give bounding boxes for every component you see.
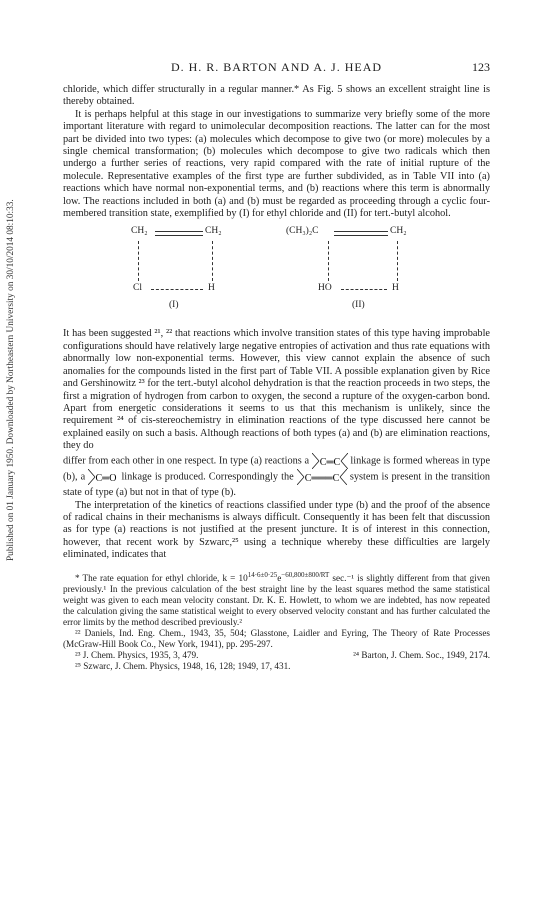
p3b-text-1: differ from each other in one respect. In type (a) reactions a bbox=[63, 454, 310, 466]
footnote-star-exponent-2: −60,800±800/RT bbox=[281, 570, 330, 579]
s2-right-bond bbox=[397, 241, 398, 281]
s2-bottom-right: H bbox=[392, 283, 399, 294]
s1-top-left: CH₂ bbox=[131, 226, 148, 237]
paragraph-2: It is perhaps helpful at this stage in our investigations to summarize very briefly some of the more important literature with regard to unimolecular decomposition reactions. The latter can for the most part be divided into two types: (a) molecules which decompose to give two (or more) molecules by a single chemical transformation; (b) molecules which decompose to give two radicals which then undergo a further series of reactions, very rapid compared with the rate of initial rupture of the molecule. Representative examples of the first type are further subdivided, as in Table VII into (a) reactions which have normal non-exponential terms, and (b) reactions where this term is abnormally low. The reactions included in both (a) and (b) must be regarded as proceeding through a cyclic four-membered transition state, exemplified by (I) for ethyl chloride and (II) for tert.-butyl alcohol. bbox=[63, 108, 490, 220]
footnote-23: ²³ J. Chem. Physics, 1935, 3, 479. bbox=[75, 649, 199, 660]
structure-ii bbox=[286, 226, 446, 326]
s1-left-bond bbox=[138, 241, 139, 281]
s1-right-bond bbox=[212, 241, 213, 281]
structure-figures bbox=[63, 226, 490, 326]
p3b-text-4: Correspondingly the bbox=[208, 470, 294, 482]
cc-double-bond-group bbox=[312, 453, 348, 469]
s1-bottom-left: Cl bbox=[133, 283, 142, 294]
running-head: D. H. R. BARTON AND A. J. HEAD bbox=[170, 60, 383, 74]
co-double-bond-group bbox=[88, 469, 118, 485]
cc-partial-label: C═══C bbox=[304, 472, 340, 484]
s1-bottom-right: H bbox=[208, 283, 215, 294]
p3b-text-6: state of type (a) but not in that of type (b). bbox=[63, 486, 236, 498]
s1-label: (I) bbox=[169, 300, 179, 311]
s1-bottom-bond bbox=[151, 289, 203, 290]
footnote-24: ²⁴ Barton, J. Chem. Soc., 1949, 2174. bbox=[353, 649, 490, 660]
s2-label: (II) bbox=[352, 300, 365, 311]
s2-top-left: (CH₃)₂C bbox=[286, 226, 319, 237]
footnote-22: ²² Daniels, Ind. Eng. Chem., 1943, 35, 504; Glasstone, Laidler and Eyring, The Theory of Rate Processes (McGraw-Hill Book Co., New York, 1941), pp. 295-297. bbox=[63, 627, 490, 649]
footnote-star-exponent: 14·6±0·25 bbox=[247, 570, 278, 579]
p3b-text-2: linkage is formed whereas in type (b), a bbox=[63, 454, 491, 482]
footnote-star-text-2: e bbox=[277, 572, 282, 583]
footnote-star-text-1: * The rate equation for ethyl chloride, k = 10 bbox=[75, 572, 248, 583]
s1-top-right: CH₂ bbox=[205, 226, 222, 237]
s2-bottom-left: HO bbox=[318, 283, 332, 294]
s1-double-bond bbox=[155, 231, 203, 236]
page-number: 123 bbox=[472, 60, 490, 74]
footnote-star bbox=[63, 570, 490, 628]
structure-i bbox=[131, 226, 241, 326]
cc-partial-bond-group bbox=[297, 469, 347, 485]
s2-bottom-bond bbox=[341, 289, 387, 290]
footnote-star-text-3: sec.⁻¹ is slightly different from that given previously.¹ In the previous calculation of the best straight line by the least squares method the same statistical weight was given to each mean velocity constant. Dr. K. E. Howlett, to whom we are indebted, has now repeated the calculation giving the same statistical weight to every observed velocity constant and has further calculated the error limits by the method described previously.² bbox=[63, 572, 491, 627]
footnote-row-23-24 bbox=[63, 650, 490, 661]
paragraph-4: The interpretation of the kinetics of reactions classified under type (b) and the proof of the absence of radical chains in their mechanisms is always difficult. Consequently it has been felt that discussion as for type (a) reactions is not justified at the present juncture. It is of interest in this connection, however, that recent work by Szwarc,²⁵ using a technique whereby these difficulties are largely eliminated, indicates that bbox=[63, 499, 490, 561]
paragraph-3: It has been suggested ²¹, ²² that reactions which involve transition states of this type having improbable configurations should have relatively large negative entropies of activation and thus rate equations with abnormally low non-exponential terms. However, this view cannot explain the absence of such anomalies for the compounds listed in the first part of Table VII. A possible explanation given by Rice and Gershinowitz ²³ for the tert.-butyl alcohol dehydration is that the reaction proceeds in two steps, the first a migration of hydrogen from carbon to oxygen, the second a rupture of the oxygen-carbon bond. Apart from energetic considerations it seems to us that this mechanism is unlikely, since the requirement ²⁴ of cis-stereochemistry in elimination reactions of the type discussed here cannot be explained easily on such a basis. Although reactions of both types (a) and (b) are elimination reactions, they do bbox=[63, 328, 490, 452]
page-content bbox=[63, 60, 490, 672]
p3b-text-3: linkage is produced. bbox=[121, 470, 206, 482]
footnote-25: ²⁵ Szwarc, J. Chem. Physics, 1948, 16, 128; 1949, 17, 431. bbox=[75, 660, 291, 671]
download-notice: Published on 01 January 1950. Downloaded by Northeastern University on 30/10/2014 08:10:33. bbox=[6, 199, 16, 561]
s2-double-bond bbox=[334, 231, 388, 236]
footnotes bbox=[63, 570, 490, 672]
paragraph-1: chloride, which differ structurally in a regular manner.* As Fig. 5 shows an excellent straight line is thereby obtained. bbox=[63, 84, 490, 108]
page-header bbox=[63, 60, 490, 74]
s2-left-bond bbox=[328, 241, 329, 281]
p3b-text-5: system is present in the transition bbox=[349, 470, 490, 482]
co-double-label: C═O bbox=[95, 472, 117, 484]
paragraph-3-continued bbox=[63, 453, 490, 500]
s2-top-right: CH₂ bbox=[390, 226, 407, 237]
cc-double-label: C═C bbox=[319, 456, 340, 468]
